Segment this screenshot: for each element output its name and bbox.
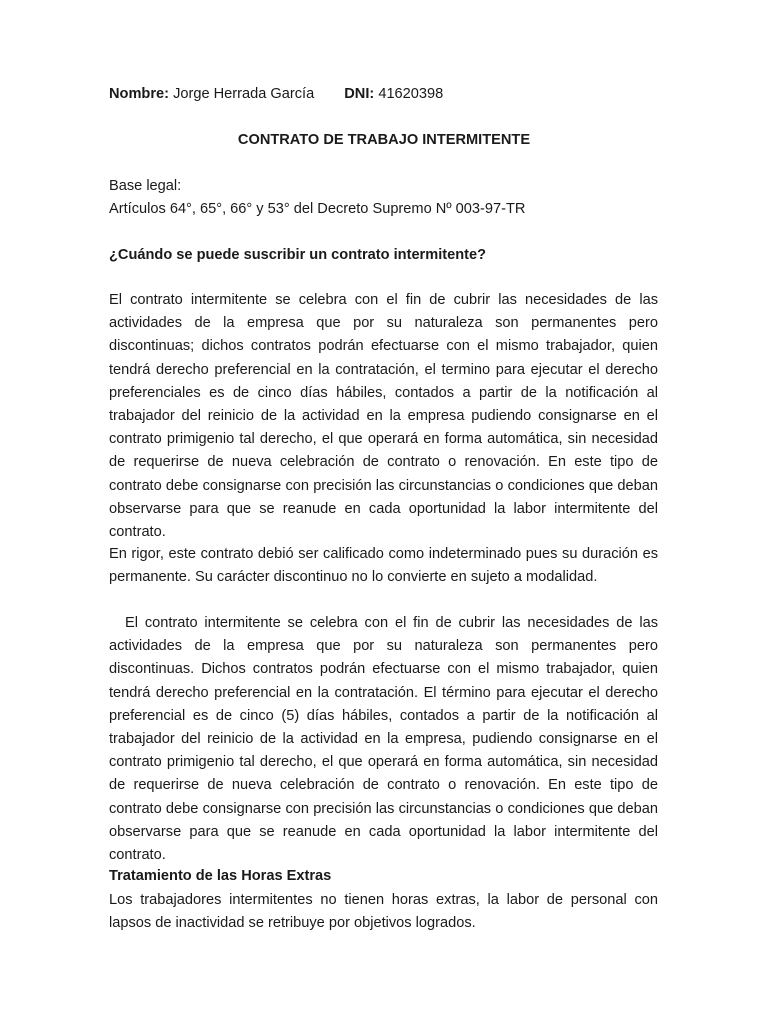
legal-base-label: Base legal: [109,178,182,194]
name-label: Nombre: [109,86,169,102]
paragraph-1: El contrato intermitente se celebra con el fin de cubrir las necesidades de las actividades de la empresa que por su naturaleza son permanentes pero discontinuas; dichos contratos podrán efectuarse con el mismo trabajador, quien tendrá derecho preferencial en la contratación, el termino para ejecutar el derecho preferenciales es de cinco días hábiles, contados a partir de la notificación al trabajador del reinicio de la actividad en la empresa pudiendo consignarse en el contrato primigenio tal derecho, el que operará en forma automática, sin necesidad de requerirse de nueva celebración de contrato o renovación. En este tipo de contrato debe consignarse con precisión las circunstancias o condiciones que deban observarse para que se reanude en cada oportunidad la labor intermitente del contrato. [109,292,658,541]
overtime-heading: Tratamiento de las Horas Extras [109,868,332,884]
document-title: CONTRATO DE TRABAJO INTERMITENTE [237,132,531,148]
legal-base-text: Artículos 64°, 65°, 66° y 53° del Decreto Supremo Nº 003-97-TR [109,201,526,217]
header-line [109,85,443,103]
paragraph-3: El contrato intermitente se celebra con el fin de cubrir las necesidades de las actividades de la empresa que por su naturaleza son permanentes pero discontinuas. Dichos contratos podrán efectuarse con el mismo trabajador, quien tendrá derecho preferencial en la contratación. El término para ejecutar el derecho preferencial es de cinco (5) días hábiles, contados a partir de la notificación al trabajador del reinicio de la actividad en la empresa, pudiendo consignarse en el contrato primigenio tal derecho, el que operará en forma automática, sin necesidad de requerirse de nueva celebración de contrato o renovación. En este tipo de contrato debe consignarse con precisión las circunstancias o condiciones que deban observarse para que se reanude en cada oportunidad la labor intermitente del contrato. [109,615,658,864]
question-heading: ¿Cuándo se puede suscribir un contrato intermitente? [109,247,487,263]
dni-value: 41620398 [378,86,444,102]
name-value: Jorge Herrada García [173,86,315,102]
dni-label: DNI: [344,86,375,102]
paragraph-2: En rigor, este contrato debió ser calificado como indeterminado pues su duración es permanente. Su carácter discontinuo no lo convierte en sujeto a modalidad. [109,546,658,586]
overtime-text: Los trabajadores intermitentes no tienen horas extras, la labor de personal con lapsos de inactividad se retribuye por objetivos logrados. [109,892,658,932]
